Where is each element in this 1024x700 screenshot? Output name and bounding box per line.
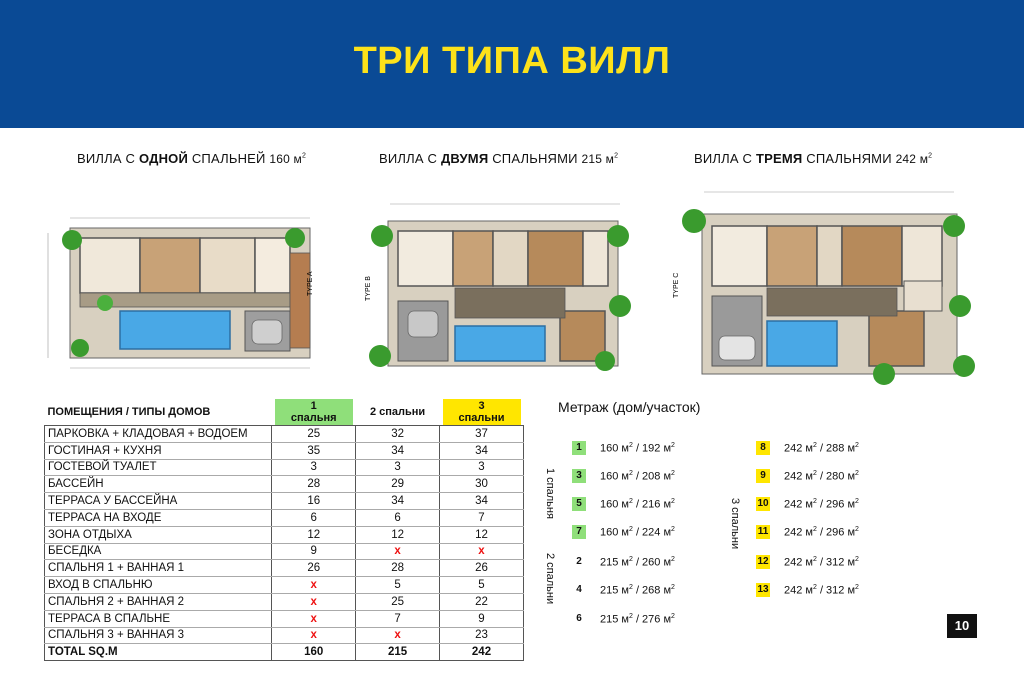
metrage-item — [572, 554, 675, 570]
table-row — [45, 526, 524, 543]
room-area: 3 — [356, 459, 440, 476]
room-area: x — [272, 627, 356, 644]
table-row — [45, 543, 524, 560]
plot-number-badge: 7 — [572, 525, 586, 539]
table-row — [45, 493, 524, 510]
villa-title-bold: ТРЕМЯ — [755, 151, 803, 166]
room-area: x — [356, 543, 440, 560]
plot-number-badge: 9 — [756, 469, 770, 483]
room-area: 34 — [356, 442, 440, 459]
room-area: 30 — [440, 476, 524, 493]
villa-title-prefix: ВИЛЛА С — [379, 151, 441, 166]
room-area: 5 — [440, 577, 524, 594]
floor-plan-type-c — [664, 186, 984, 386]
room-area: 32 — [356, 426, 440, 443]
villa-title-suffix: СПАЛЬНЯМИ — [488, 151, 582, 166]
room-name: БЕСЕДКА — [45, 543, 272, 560]
villa-title-2: ВИЛЛА С ДВУМЯ СПАЛЬНЯМИ 215 $м^2$ — [379, 151, 619, 166]
table-row — [45, 577, 524, 594]
table-row — [45, 509, 524, 526]
room-area: 12 — [356, 526, 440, 543]
room-name: ВХОД В СПАЛЬНЮ — [45, 577, 272, 594]
metrage-item — [572, 440, 675, 456]
room-area: 34 — [440, 442, 524, 459]
villa-title-prefix: ВИЛЛА С — [694, 151, 756, 166]
room-area: 28 — [272, 476, 356, 493]
total-value: 215 — [356, 644, 440, 661]
plot-number-badge: 11 — [757, 526, 769, 537]
plot-number-badge: 10 — [757, 498, 769, 509]
page-title: ТРИ ТИПА ВИЛЛ — [353, 40, 671, 82]
room-name: ЗОНА ОТДЫХА — [45, 526, 272, 543]
table-row — [45, 560, 524, 577]
plot-number-badge: 5 — [572, 497, 586, 511]
villa-title-prefix: ВИЛЛА С — [77, 151, 139, 166]
room-area: 12 — [440, 526, 524, 543]
villa-area: 160 м — [269, 152, 303, 166]
metrage-title: Метраж (дом/участок) — [558, 399, 701, 415]
room-area: x — [272, 577, 356, 594]
table-row — [45, 442, 524, 459]
total-label: TOTAL SQ.M — [45, 644, 272, 661]
group-label-3-bedrooms: 3 спальни — [729, 498, 741, 550]
metrage-value: 215 $м^2 / 276$ $м^2$ — [600, 612, 675, 626]
plot-number-badge: 8 — [756, 441, 770, 455]
type-label: TYPE B — [365, 276, 372, 301]
plot-number-badge: 2 — [576, 556, 582, 567]
table-header-2-bedrooms: 2 спальни — [356, 399, 440, 426]
plot-number-badge: 1 — [572, 441, 586, 455]
room-area: 7 — [440, 509, 524, 526]
floor-plan-type-a — [40, 208, 336, 374]
table-row — [45, 476, 524, 493]
table-row — [45, 627, 524, 644]
metrage-value: 242 $м^2 / 296$ $м^2$ — [784, 497, 859, 511]
rooms-table — [44, 399, 524, 661]
floor-plan-type-b — [350, 196, 640, 376]
room-area: 5 — [356, 577, 440, 594]
room-area: 3 — [440, 459, 524, 476]
room-name: ТЕРРАСА НА ВХОДЕ — [45, 509, 272, 526]
header-banner — [0, 0, 1024, 128]
metrage-value: 242 $м^2 / 280$ $м^2$ — [784, 469, 859, 483]
room-name: ТЕРРАСА В СПАЛЬНЕ — [45, 610, 272, 627]
villa-title-suffix: СПАЛЬНЕЙ — [188, 151, 270, 166]
room-area: 26 — [440, 560, 524, 577]
group-label-2-bedrooms: 2 спальни — [544, 553, 556, 605]
plot-number-badge: 4 — [576, 584, 582, 595]
type-label: TYPE C — [673, 272, 680, 298]
room-area: x — [356, 627, 440, 644]
room-area: 34 — [356, 493, 440, 510]
table-row — [45, 610, 524, 627]
villa-title-3: ВИЛЛА С ТРЕМЯ СПАЛЬНЯМИ 242 $м^2$ — [694, 151, 933, 166]
metrage-item — [572, 524, 675, 540]
metrage-item — [756, 468, 859, 484]
room-area: 29 — [356, 476, 440, 493]
metrage-item — [756, 524, 859, 540]
room-name: ГОСТИНАЯ + КУХНЯ — [45, 442, 272, 459]
type-label: TYPE A — [307, 271, 314, 296]
metrage-item — [572, 468, 675, 484]
villa-title-bold: ДВУМЯ — [440, 151, 489, 166]
room-name: СПАЛЬНЯ 2 + ВАННАЯ 2 — [45, 593, 272, 610]
plot-number-badge: 3 — [572, 469, 586, 483]
room-area: 25 — [356, 593, 440, 610]
table-header-row — [45, 399, 524, 426]
total-value: 160 — [272, 644, 356, 661]
room-area: x — [440, 543, 524, 560]
room-name: ПАРКОВКА + КЛАДОВАЯ + ВОДОЕМ — [45, 426, 272, 443]
plot-number-badge: 13 — [757, 584, 769, 595]
metrage-value: 160 $м^2 / 224$ $м^2$ — [600, 525, 675, 539]
room-area: 25 — [272, 426, 356, 443]
villa-title-suffix: СПАЛЬНЯМИ — [802, 151, 896, 166]
villa-area: 215 м — [581, 152, 615, 166]
metrage-value: 242 $м^2 / 296$ $м^2$ — [784, 525, 859, 539]
room-area: 3 — [272, 459, 356, 476]
room-name: СПАЛЬНЯ 3 + ВАННАЯ 3 — [45, 627, 272, 644]
room-area: 28 — [356, 560, 440, 577]
room-name: ГОСТЕВОЙ ТУАЛЕТ — [45, 459, 272, 476]
total-value: 242 — [440, 644, 524, 661]
table-total-row — [45, 644, 524, 661]
table-header-1-bedroom: 1 спальня — [272, 399, 356, 426]
group-label-1-bedroom: 1 спальня — [544, 468, 556, 519]
room-area: 35 — [272, 442, 356, 459]
room-name: ТЕРРАСА У БАССЕЙНА — [45, 493, 272, 510]
room-area: 6 — [272, 509, 356, 526]
room-name: БАССЕЙН — [45, 476, 272, 493]
metrage-item — [756, 582, 859, 598]
plot-number-badge: 12 — [757, 556, 769, 567]
metrage-value: 160 $м^2 / 208$ $м^2$ — [600, 469, 675, 483]
room-area: 7 — [356, 610, 440, 627]
metrage-value: 160 $м^2 / 192$ $м^2$ — [600, 441, 675, 455]
room-area: 22 — [440, 593, 524, 610]
room-area: 16 — [272, 493, 356, 510]
room-area: 12 — [272, 526, 356, 543]
table-body — [45, 426, 524, 644]
villa-area: 242 м — [895, 152, 929, 166]
metrage-item — [756, 496, 859, 512]
room-area: 6 — [356, 509, 440, 526]
room-area: 26 — [272, 560, 356, 577]
villa-title-1: ВИЛЛА С ОДНОЙ СПАЛЬНЕЙ 160 $м^2$ — [77, 151, 307, 166]
metrage-value: 215 $м^2 / 260$ $м^2$ — [600, 555, 675, 569]
room-area: 9 — [272, 543, 356, 560]
metrage-item — [756, 554, 859, 570]
table-row — [45, 426, 524, 443]
room-area: 23 — [440, 627, 524, 644]
metrage-item — [572, 496, 675, 512]
metrage-item — [572, 582, 675, 598]
villa-title-bold: ОДНОЙ — [138, 151, 189, 166]
metrage-value: 160 $м^2 / 216$ $м^2$ — [600, 497, 675, 511]
metrage-item — [756, 440, 859, 456]
table-header-rooms: ПОМЕЩЕНИЯ / ТИПЫ ДОМОВ — [45, 399, 272, 426]
table-row — [45, 593, 524, 610]
room-area: 37 — [440, 426, 524, 443]
room-area: x — [272, 593, 356, 610]
room-area: x — [272, 610, 356, 627]
metrage-item — [572, 611, 675, 627]
room-area: 9 — [440, 610, 524, 627]
metrage-value: 242 $м^2 / 288$ $м^2$ — [784, 441, 859, 455]
table-header-3-bedrooms: 3 спальни — [440, 399, 524, 426]
metrage-value: 242 $м^2 / 312$ $м^2$ — [784, 555, 859, 569]
room-name: СПАЛЬНЯ 1 + ВАННАЯ 1 — [45, 560, 272, 577]
plot-number-badge: 6 — [576, 613, 582, 624]
page-number: 10 — [947, 614, 977, 638]
room-area: 34 — [440, 493, 524, 510]
metrage-value: 242 $м^2 / 312$ $м^2$ — [784, 583, 859, 597]
table-row — [45, 459, 524, 476]
metrage-value: 215 $м^2 / 268$ $м^2$ — [600, 583, 675, 597]
